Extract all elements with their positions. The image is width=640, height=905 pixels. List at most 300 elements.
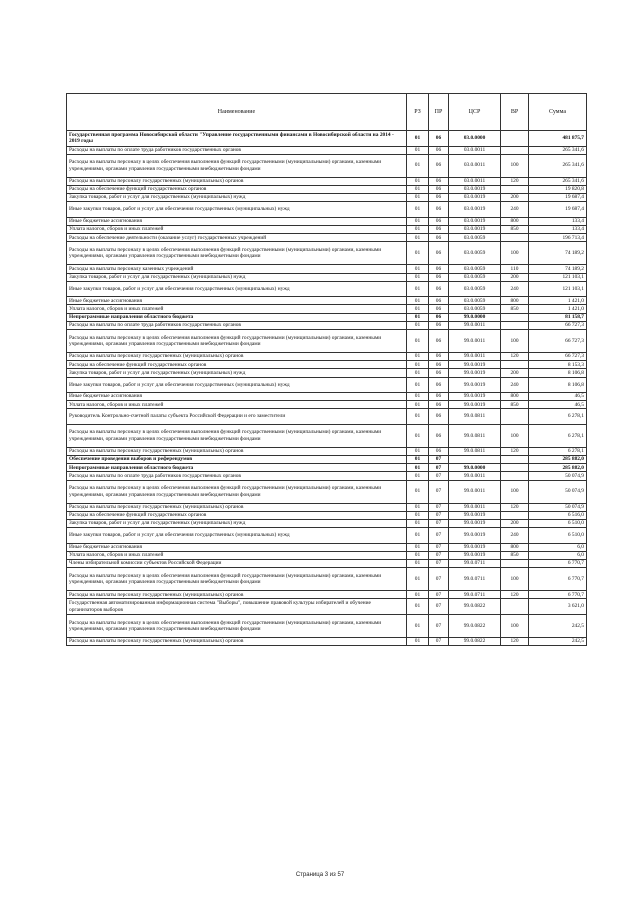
- row-vr: 100: [501, 614, 529, 637]
- row-vr: 120: [501, 503, 529, 511]
- table-row: [67, 591, 587, 599]
- row-rz: 01: [407, 543, 429, 551]
- row-name: Расходы на выплаты персоналу государственных (муниципальных) органов: [67, 177, 407, 185]
- row-pr: 06: [429, 177, 449, 185]
- row-csr: 99.0.0011: [449, 321, 501, 329]
- row-name: Расходы на выплаты персоналу в целях обеспечения выполнения функций государственными (муниципальными) органами, казенными учреждениями, органами управления государственными внебюджетными фондами: [67, 154, 407, 177]
- row-sum: 6 770,7: [529, 560, 587, 568]
- row-pr: 06: [429, 131, 449, 147]
- row-pr: 07: [429, 503, 449, 511]
- row-csr: 03.0.0059: [449, 281, 501, 297]
- table-row: [67, 503, 587, 511]
- row-rz: 01: [407, 217, 429, 225]
- row-rz: 01: [407, 146, 429, 154]
- row-pr: 07: [429, 456, 449, 464]
- row-csr: 03.0.0011: [449, 177, 501, 185]
- row-csr: 99.0.0811: [449, 424, 501, 447]
- row-sum: 19 687,4: [529, 202, 587, 218]
- row-rz: 01: [407, 297, 429, 305]
- row-pr: 06: [429, 225, 449, 233]
- row-rz: 01: [407, 305, 429, 313]
- row-pr: 06: [429, 202, 449, 218]
- row-pr: 07: [429, 591, 449, 599]
- row-sum: 3 621,0: [529, 599, 587, 615]
- row-sum: 6 278,1: [529, 424, 587, 447]
- row-csr: 99.0.0711: [449, 591, 501, 599]
- header-rz: РЗ: [407, 94, 429, 131]
- row-name: Государственная программа Новосибирской области "Управление государственными финансами в Новосибирской области на 2014 - 2019 годы: [67, 131, 407, 147]
- row-sum: 8 106,8: [529, 369, 587, 377]
- row-sum: 121 103,1: [529, 273, 587, 281]
- row-rz: 01: [407, 599, 429, 615]
- row-pr: 06: [429, 393, 449, 401]
- row-pr: 06: [429, 369, 449, 377]
- row-name: Руководитель Контрольно-счетной палаты субъекта Российской Федерации и его заместители: [67, 409, 407, 425]
- table-row: [67, 520, 587, 528]
- row-pr: 06: [429, 313, 449, 321]
- row-sum: 1 421,0: [529, 297, 587, 305]
- row-vr: 240: [501, 202, 529, 218]
- row-csr: 03.0.0019: [449, 217, 501, 225]
- row-csr: 03.0.0000: [449, 131, 501, 147]
- table-row: [67, 464, 587, 472]
- row-pr: 06: [429, 329, 449, 352]
- row-name: Уплата налогов, сборов и иных платежей: [67, 401, 407, 409]
- row-csr: 03.0.0019: [449, 185, 501, 193]
- row-rz: 01: [407, 321, 429, 329]
- row-pr: 07: [429, 614, 449, 637]
- table-row: [67, 281, 587, 297]
- row-name: Иные закупки товаров, работ и услуг для обеспечения государственных (муниципальных) нужд: [67, 528, 407, 544]
- row-pr: 06: [429, 265, 449, 273]
- row-rz: 01: [407, 424, 429, 447]
- table-row: [67, 568, 587, 591]
- document-page: [66, 93, 586, 646]
- row-sum: 265 341,6: [529, 146, 587, 154]
- table-row: [67, 377, 587, 393]
- table-row: [67, 313, 587, 321]
- table-row: [67, 614, 587, 637]
- row-pr: 07: [429, 480, 449, 503]
- row-vr: 800: [501, 217, 529, 225]
- row-pr: 07: [429, 637, 449, 645]
- table-row: [67, 146, 587, 154]
- row-rz: 01: [407, 281, 429, 297]
- row-vr: 850: [501, 551, 529, 559]
- row-sum: 285 882,0: [529, 464, 587, 472]
- row-rz: 01: [407, 273, 429, 281]
- row-vr: 850: [501, 305, 529, 313]
- row-csr: 03.0.0019: [449, 194, 501, 202]
- row-sum: 481 875,7: [529, 131, 587, 147]
- table-row: [67, 637, 587, 645]
- row-vr: 800: [501, 393, 529, 401]
- header-vr: ВР: [501, 94, 529, 131]
- row-pr: 06: [429, 234, 449, 242]
- row-vr: 200: [501, 194, 529, 202]
- table-row: [67, 480, 587, 503]
- row-pr: 07: [429, 464, 449, 472]
- row-sum: 50 074,9: [529, 503, 587, 511]
- row-sum: 6 510,0: [529, 520, 587, 528]
- row-csr: 99.0.0711: [449, 568, 501, 591]
- row-name: Расходы на выплаты по оплате труда работников государственных органов: [67, 146, 407, 154]
- row-rz: 01: [407, 528, 429, 544]
- row-csr: 99.0.0019: [449, 511, 501, 519]
- row-sum: 6 770,7: [529, 591, 587, 599]
- row-name: Государственная автоматизированная информационная система "Выборы", повышение правовой культуры избирателей и обучение организаторов выборов: [67, 599, 407, 615]
- row-rz: 01: [407, 520, 429, 528]
- row-vr: [501, 146, 529, 154]
- table-row: [67, 297, 587, 305]
- row-vr: 100: [501, 329, 529, 352]
- row-rz: 01: [407, 551, 429, 559]
- table-row: [67, 551, 587, 559]
- row-name: Иные закупки товаров, работ и услуг для обеспечения государственных (муниципальных) нужд: [67, 281, 407, 297]
- row-vr: 800: [501, 297, 529, 305]
- table-row: [67, 456, 587, 464]
- row-name: Расходы на выплаты по оплате труда работников государственных органов: [67, 472, 407, 480]
- row-pr: 06: [429, 273, 449, 281]
- row-csr: 99.0.0019: [449, 361, 501, 369]
- row-pr: 06: [429, 401, 449, 409]
- header-csr: ЦСР: [449, 94, 501, 131]
- row-csr: 99.0.0019: [449, 528, 501, 544]
- row-sum: 1 421,0: [529, 305, 587, 313]
- row-csr: 99.0.0811: [449, 447, 501, 455]
- row-csr: 03.0.0059: [449, 273, 501, 281]
- row-name: Обеспечение проведения выборов и референдумов: [67, 456, 407, 464]
- row-sum: 74 189,2: [529, 265, 587, 273]
- row-csr: 99.0.0011: [449, 329, 501, 352]
- row-name: Непрограммные направления областного бюджета: [67, 313, 407, 321]
- row-csr: 99.0.0019: [449, 369, 501, 377]
- row-name: Уплата налогов, сборов и иных платежей: [67, 551, 407, 559]
- row-name: Иные бюджетные ассигнования: [67, 543, 407, 551]
- table-row: [67, 352, 587, 360]
- row-pr: 07: [429, 568, 449, 591]
- row-sum: 50 074,9: [529, 480, 587, 503]
- row-pr: 06: [429, 154, 449, 177]
- header-pr: ПР: [429, 94, 449, 131]
- table-row: [67, 369, 587, 377]
- row-vr: [501, 560, 529, 568]
- row-sum: 265 341,6: [529, 154, 587, 177]
- header-name: Наименование: [67, 94, 407, 131]
- row-vr: 100: [501, 154, 529, 177]
- row-sum: 6,0: [529, 551, 587, 559]
- row-sum: 19 687,4: [529, 194, 587, 202]
- row-csr: 99.0.0711: [449, 560, 501, 568]
- row-csr: 99.0.0019: [449, 520, 501, 528]
- row-name: Расходы на выплаты по оплате труда работников государственных органов: [67, 321, 407, 329]
- row-sum: 285 882,0: [529, 456, 587, 464]
- table-row: [67, 393, 587, 401]
- row-rz: 01: [407, 194, 429, 202]
- row-pr: 06: [429, 297, 449, 305]
- row-sum: 6 278,1: [529, 409, 587, 425]
- row-vr: 120: [501, 447, 529, 455]
- row-name: Закупка товаров, работ и услуг для государственных (муниципальных) нужд: [67, 520, 407, 528]
- row-sum: 46,5: [529, 393, 587, 401]
- row-rz: 01: [407, 614, 429, 637]
- row-sum: 6 516,0: [529, 511, 587, 519]
- row-sum: 6 278,1: [529, 447, 587, 455]
- row-vr: 120: [501, 637, 529, 645]
- row-sum: 6 770,7: [529, 568, 587, 591]
- header-sum: Сумма: [529, 94, 587, 131]
- row-sum: 74 189,2: [529, 242, 587, 265]
- row-rz: 01: [407, 591, 429, 599]
- row-name: Расходы на выплаты персоналу государственных (муниципальных) органов: [67, 503, 407, 511]
- row-name: Расходы на выплаты персоналу казенных учреждений: [67, 265, 407, 273]
- row-name: Иные бюджетные ассигнования: [67, 393, 407, 401]
- row-pr: 06: [429, 242, 449, 265]
- row-name: Уплата налогов, сборов и иных платежей: [67, 225, 407, 233]
- table-row: [67, 321, 587, 329]
- page-number: Страница 3 из 57: [295, 872, 345, 878]
- row-vr: 240: [501, 528, 529, 544]
- row-vr: 100: [501, 568, 529, 591]
- row-sum: 133,4: [529, 225, 587, 233]
- row-name: Расходы на обеспечение деятельности (оказание услуг) государственных учреждений: [67, 234, 407, 242]
- row-rz: 01: [407, 447, 429, 455]
- row-csr: 03.0.0059: [449, 265, 501, 273]
- table-row: [67, 511, 587, 519]
- table-row: [67, 194, 587, 202]
- row-vr: [501, 361, 529, 369]
- row-vr: [501, 599, 529, 615]
- table-row: [67, 177, 587, 185]
- row-sum: 196 713,4: [529, 234, 587, 242]
- table-row: [67, 234, 587, 242]
- row-rz: 01: [407, 369, 429, 377]
- row-name: Иные закупки товаров, работ и услуг для обеспечения государственных (муниципальных) нужд: [67, 377, 407, 393]
- row-name: Непрограммные направления областного бюджета: [67, 464, 407, 472]
- table-row: [67, 447, 587, 455]
- row-vr: 100: [501, 480, 529, 503]
- row-csr: 99.0.0000: [449, 313, 501, 321]
- row-csr: 99.0.0811: [449, 409, 501, 425]
- row-rz: 01: [407, 329, 429, 352]
- row-vr: 240: [501, 377, 529, 393]
- row-csr: 99.0.0822: [449, 637, 501, 645]
- row-vr: [501, 313, 529, 321]
- row-vr: [501, 472, 529, 480]
- row-name: Расходы на выплаты персоналу в целях обеспечения выполнения функций государственными (муниципальными) органами, казенными учреждениями, органами управления государственными внебюджетными фондами: [67, 329, 407, 352]
- table-row: [67, 543, 587, 551]
- row-rz: 01: [407, 511, 429, 519]
- table-row: [67, 424, 587, 447]
- row-vr: 850: [501, 401, 529, 409]
- row-pr: 06: [429, 377, 449, 393]
- row-vr: [501, 321, 529, 329]
- row-csr: 99.0.0019: [449, 551, 501, 559]
- row-name: Закупка товаров, работ и услуг для государственных (муниципальных) нужд: [67, 273, 407, 281]
- row-sum: 50 074,9: [529, 472, 587, 480]
- row-sum: 8 106,8: [529, 377, 587, 393]
- row-rz: 01: [407, 480, 429, 503]
- row-name: Расходы на выплаты персоналу государственных (муниципальных) органов: [67, 352, 407, 360]
- row-vr: 100: [501, 242, 529, 265]
- row-sum: 46,5: [529, 401, 587, 409]
- table-row: [67, 202, 587, 218]
- row-pr: 07: [429, 511, 449, 519]
- table-row: [67, 409, 587, 425]
- row-csr: 03.0.0019: [449, 202, 501, 218]
- row-name: Расходы на выплаты персоналу в целях обеспечения выполнения функций государственными (муниципальными) органами, казенными учреждениями, органами управления государственными внебюджетными фондами: [67, 480, 407, 503]
- row-csr: 03.0.0059: [449, 242, 501, 265]
- table-row: [67, 599, 587, 615]
- row-name: Расходы на обеспечение функций государственных органов: [67, 361, 407, 369]
- row-pr: 06: [429, 352, 449, 360]
- row-csr: 03.0.0059: [449, 305, 501, 313]
- row-rz: 01: [407, 234, 429, 242]
- row-pr: 07: [429, 551, 449, 559]
- row-name: Расходы на выплаты персоналу в целях обеспечения выполнения функций государственными (муниципальными) органами, казенными учреждениями, органами управления государственными внебюджетными фондами: [67, 242, 407, 265]
- row-rz: 01: [407, 131, 429, 147]
- row-vr: 120: [501, 591, 529, 599]
- row-csr: 99.0.0011: [449, 503, 501, 511]
- row-rz: 01: [407, 560, 429, 568]
- row-vr: [501, 456, 529, 464]
- table-row: [67, 361, 587, 369]
- row-vr: [501, 131, 529, 147]
- row-vr: [501, 185, 529, 193]
- row-sum: 6,0: [529, 543, 587, 551]
- row-name: Расходы на выплаты персоналу государственных (муниципальных) органов: [67, 637, 407, 645]
- row-name: Иные бюджетные ассигнования: [67, 297, 407, 305]
- row-vr: 120: [501, 177, 529, 185]
- row-csr: 03.0.0019: [449, 225, 501, 233]
- row-csr: 03.0.0059: [449, 297, 501, 305]
- row-vr: 100: [501, 424, 529, 447]
- table-row: [67, 329, 587, 352]
- row-pr: 06: [429, 424, 449, 447]
- table-row: [67, 185, 587, 193]
- row-vr: 120: [501, 352, 529, 360]
- row-name: Закупка товаров, работ и услуг для государственных (муниципальных) нужд: [67, 194, 407, 202]
- table-row: [67, 305, 587, 313]
- row-csr: 99.0.0822: [449, 599, 501, 615]
- row-sum: 265 341,6: [529, 177, 587, 185]
- row-csr: 99.0.0019: [449, 543, 501, 551]
- row-sum: 6 510,0: [529, 528, 587, 544]
- row-csr: 03.0.0011: [449, 146, 501, 154]
- table-row: [67, 265, 587, 273]
- row-csr: 99.0.0019: [449, 377, 501, 393]
- row-pr: 06: [429, 194, 449, 202]
- row-csr: 03.0.0059: [449, 234, 501, 242]
- row-pr: 06: [429, 217, 449, 225]
- row-pr: 07: [429, 543, 449, 551]
- row-rz: 01: [407, 185, 429, 193]
- row-rz: 01: [407, 377, 429, 393]
- row-pr: 06: [429, 321, 449, 329]
- row-pr: 06: [429, 447, 449, 455]
- row-pr: 07: [429, 599, 449, 615]
- table-row: [67, 217, 587, 225]
- row-name: Расходы на выплаты персоналу государственных (муниципальных) органов: [67, 447, 407, 455]
- row-csr: 03.0.0011: [449, 154, 501, 177]
- row-rz: 01: [407, 464, 429, 472]
- row-rz: 01: [407, 352, 429, 360]
- row-rz: 01: [407, 401, 429, 409]
- row-vr: 110: [501, 265, 529, 273]
- row-pr: 06: [429, 305, 449, 313]
- row-name: Иные закупки товаров, работ и услуг для обеспечения государственных (муниципальных) нужд: [67, 202, 407, 218]
- row-pr: 06: [429, 185, 449, 193]
- row-rz: 01: [407, 202, 429, 218]
- row-rz: 01: [407, 177, 429, 185]
- row-csr: 99.0.0011: [449, 472, 501, 480]
- row-name: Уплата налогов, сборов и иных платежей: [67, 305, 407, 313]
- row-rz: 01: [407, 361, 429, 369]
- row-vr: 850: [501, 225, 529, 233]
- row-sum: 242,5: [529, 614, 587, 637]
- table-row: [67, 528, 587, 544]
- row-rz: 01: [407, 313, 429, 321]
- row-csr: 99.0.0019: [449, 401, 501, 409]
- row-rz: 01: [407, 242, 429, 265]
- table-row: [67, 131, 587, 147]
- row-vr: 200: [501, 273, 529, 281]
- row-rz: 01: [407, 456, 429, 464]
- row-rz: 01: [407, 154, 429, 177]
- table-row: [67, 472, 587, 480]
- table-row: [67, 225, 587, 233]
- row-name: Иные бюджетные ассигнования: [67, 217, 407, 225]
- row-name: Расходы на выплаты персоналу в целях обеспечения выполнения функций государственными (муниципальными) органами, казенными учреждениями, органами управления государственными внебюджетными фондами: [67, 568, 407, 591]
- row-rz: 01: [407, 568, 429, 591]
- row-pr: 07: [429, 472, 449, 480]
- row-vr: [501, 464, 529, 472]
- row-csr: 99.0.0019: [449, 393, 501, 401]
- row-vr: 800: [501, 543, 529, 551]
- row-name: Расходы на обеспечение функций государственных органов: [67, 511, 407, 519]
- row-sum: 81 158,7: [529, 313, 587, 321]
- row-vr: [501, 511, 529, 519]
- table-row: [67, 242, 587, 265]
- row-rz: 01: [407, 409, 429, 425]
- row-vr: 200: [501, 369, 529, 377]
- row-sum: 242,5: [529, 637, 587, 645]
- row-pr: 06: [429, 146, 449, 154]
- row-rz: 01: [407, 265, 429, 273]
- row-csr: 99.0.0011: [449, 480, 501, 503]
- row-sum: 66 727,3: [529, 321, 587, 329]
- row-name: Расходы на выплаты персоналу в целях обеспечения выполнения функций государственными (муниципальными) органами, казенными учреждениями, органами управления государственными внебюджетными фондами: [67, 424, 407, 447]
- row-sum: 121 103,1: [529, 281, 587, 297]
- table-row: [67, 401, 587, 409]
- row-pr: 07: [429, 528, 449, 544]
- row-csr: 99.0.0011: [449, 352, 501, 360]
- row-csr: [449, 456, 501, 464]
- row-name: Расходы на выплаты персоналу в целях обеспечения выполнения функций государственными (муниципальными) органами, казенными учреждениями, органами управления государственными внебюджетными фондами: [67, 614, 407, 637]
- row-vr: 240: [501, 281, 529, 297]
- table-row: [67, 273, 587, 281]
- row-name: Закупка товаров, работ и услуг для государственных (муниципальных) нужд: [67, 369, 407, 377]
- row-sum: 133,4: [529, 217, 587, 225]
- row-pr: 06: [429, 281, 449, 297]
- row-vr: [501, 234, 529, 242]
- row-name: Расходы на выплаты персоналу государственных (муниципальных) органов: [67, 591, 407, 599]
- row-sum: 66 727,3: [529, 329, 587, 352]
- row-csr: 99.0.0000: [449, 464, 501, 472]
- row-rz: 01: [407, 472, 429, 480]
- row-vr: 200: [501, 520, 529, 528]
- row-sum: 8 153,3: [529, 361, 587, 369]
